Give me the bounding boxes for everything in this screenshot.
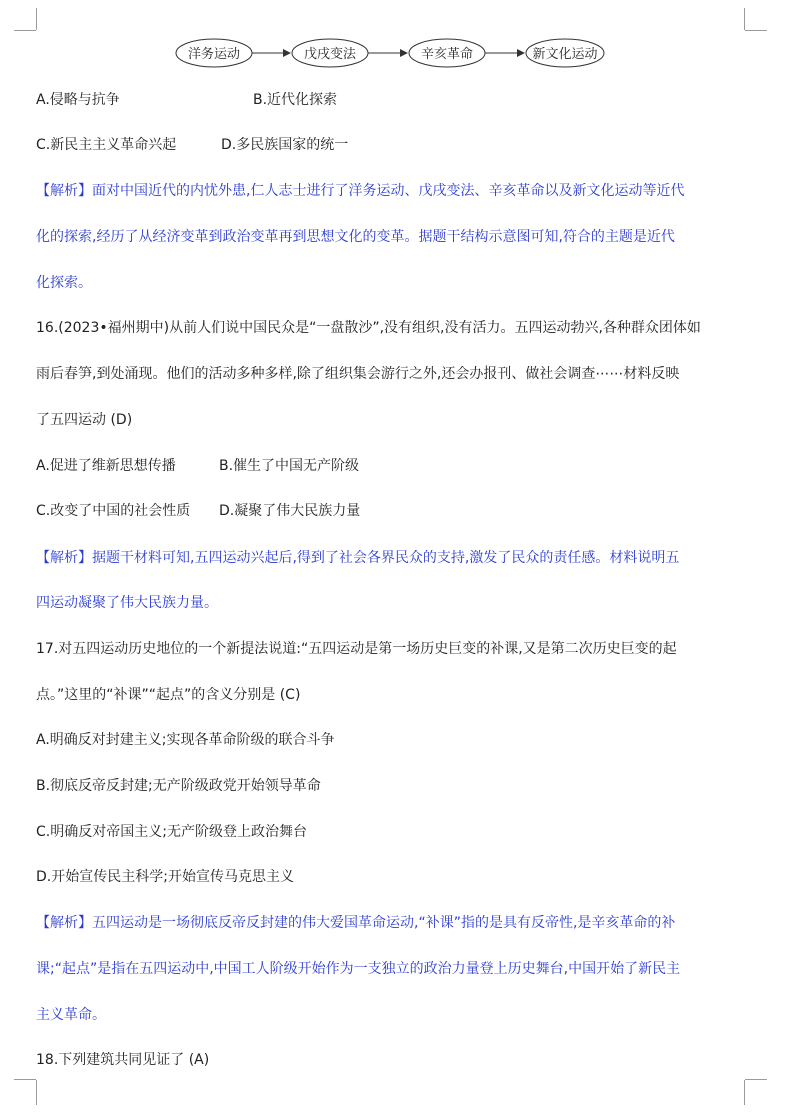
crop-mark-bottom-left-h [14, 1079, 36, 1080]
flow-node-1 [176, 39, 252, 67]
crop-mark-bottom-right-v [744, 1080, 745, 1105]
q15-option-a: A.侵略与抗争 [36, 92, 120, 108]
svg-text:辛亥革命: 辛亥革命 [420, 47, 474, 62]
flow-diagram [0, 0, 790, 90]
q16-option-c: C.改变了中国的社会性质 [36, 503, 191, 519]
q16-analysis-tag: 【解析】 [36, 550, 92, 566]
q15-analysis-tag: 【解析】 [36, 183, 92, 199]
svg-text:新文化运动: 新文化运动 [532, 47, 598, 62]
q16-options-ab [36, 456, 756, 476]
q15-option-d: D.多民族国家的统一 [221, 137, 349, 153]
q16-stem-line-3: 了五四运动 (D) [36, 412, 133, 428]
q17-analysis-line-3: 主义革命。 [36, 1007, 106, 1023]
crop-mark-bottom-right-h [745, 1079, 767, 1080]
q15-options-cd [36, 135, 756, 155]
svg-text:洋务运动: 洋务运动 [187, 47, 241, 62]
q17-option-b: B.彻底反帝反封建;无产阶级政党开始领导革命 [36, 778, 321, 794]
q16-stem-line-1: 16.(2023•福州期中)从前人们说中国民众是“一盘散沙”,没有组织,没有活力。五四运动勃兴,各种群众团体如 [36, 320, 701, 336]
q18-stem-line-1: 18.下列建筑共同见证了 (A) [36, 1052, 210, 1068]
q17-analysis-line-1: 【解析】五四运动是一场彻底反帝反封建的伟大爱国革命运动,“补课”指的是具有反帝性,是辛亥革命的补 [36, 915, 676, 931]
q17-stem-line-1: 17.对五四运动历史地位的一个新提法说道:“五四运动是第一场历史巨变的补课,又是第二次历史巨变的起 [36, 641, 677, 657]
q15-analysis-line-3: 化探索。 [36, 275, 92, 291]
q16-analysis-line-1: 【解析】据题干材料可知,五四运动兴起后,得到了社会各界民众的支持,激发了民众的责任感。材料说明五 [36, 550, 680, 566]
q16-options-cd [36, 501, 756, 521]
q16-option-d: D.凝聚了伟大民族力量 [219, 503, 361, 519]
flow-node-4 [526, 39, 604, 67]
flow-node-2 [292, 39, 368, 67]
q17-option-a: A.明确反对封建主义;实现各革命阶级的联合斗争 [36, 732, 335, 748]
q16-stem-line-2: 雨后春笋,到处涌现。他们的活动多种多样,除了组织集会游行之外,还会办报刊、做社会调查⋯⋯材料反映 [36, 366, 680, 382]
q15-analysis-line-2: 化的探索,经历了从经济变革到政治变革再到思想文化的变革。据题干结构示意图可知,符合的主题是近代 [36, 229, 675, 245]
q15-options-ab [36, 90, 756, 110]
q17-option-c: C.明确反对帝国主义;无产阶级登上政治舞台 [36, 824, 307, 840]
q16-option-a: A.促进了维新思想传播 [36, 458, 176, 474]
q15-option-c: C.新民主主义革命兴起 [36, 137, 177, 153]
svg-text:戊戌变法: 戊戌变法 [303, 47, 357, 62]
flow-node-3 [409, 39, 485, 67]
q15-option-b: B.近代化探索 [253, 92, 338, 108]
q17-stem-line-2: 点。”这里的“补课”“起点”的含义分别是 (C) [36, 687, 301, 703]
q17-analysis-line-2: 课;“起点”是指在五四运动中,中国工人阶级开始作为一支独立的政治力量登上历史舞台,中国开始了新民主 [36, 961, 681, 977]
q16-analysis-line-2: 四运动凝聚了伟大民族力量。 [36, 595, 218, 611]
q17-analysis-tag: 【解析】 [36, 915, 92, 931]
q16-option-b: B.催生了中国无产阶级 [219, 458, 360, 474]
q17-option-d: D.开始宣传民主科学;开始宣传马克思主义 [36, 869, 294, 885]
q15-analysis-line-1: 【解析】面对中国近代的内忧外患,仁人志士进行了洋务运动、戊戌变法、辛亥革命以及新文化运动等近代 [36, 183, 685, 199]
crop-mark-bottom-left-v [36, 1080, 37, 1105]
